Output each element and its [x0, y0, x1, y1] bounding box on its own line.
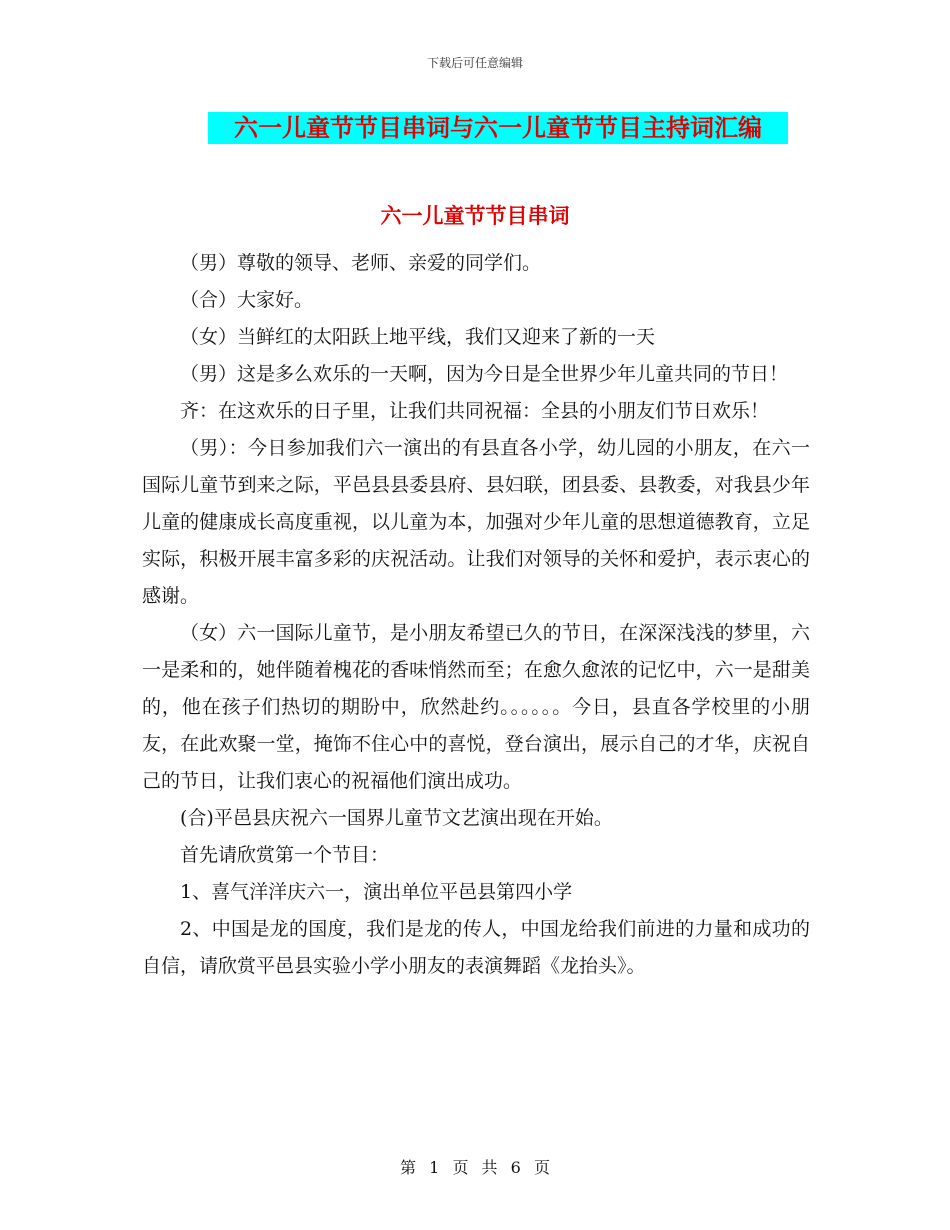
paragraph: 2、中国是龙的国度，我们是龙的传人，中国龙给我们前进的力量和成功的自信，请欣赏平邑县实验小学小朋友的表演舞蹈《龙抬头》。: [142, 918, 810, 977]
page-footer: [0, 1155, 950, 1178]
paragraph: （男）这是多么欢乐的一天啊，因为今日是全世界少年儿童共同的节日！: [180, 363, 789, 385]
paragraph: （男）：今日参加我们六一演出的有县直各小学，幼儿园的小朋友，在六一国际儿童节到来之际，平邑县县委县府、县妇联，团县委、县教委，对我县少年儿童的健康成长高度重视，以儿童为本，加强对少年儿童的思想道德教育，立足实际，积极开展丰富多彩的庆祝活动。让我们对领导的关怀和爱护，表示衷心的感谢。: [142, 437, 810, 607]
footer-total-unit: 页: [533, 1158, 550, 1177]
body-text: [142, 245, 810, 985]
footer-page-number: 1: [429, 1158, 440, 1177]
footer-total-pages: 6: [510, 1158, 521, 1177]
header-note: 下载后可任意编辑: [426, 56, 523, 70]
footer-total-word: 共: [481, 1158, 498, 1177]
footer-page-unit: 页: [452, 1158, 469, 1177]
paragraph: 齐：在这欢乐的日子里，让我们共同祝福：全县的小朋友们节日欢乐！: [180, 400, 770, 422]
paragraph: (合)平邑县庆祝六一国界儿童节文艺演出现在开始。: [180, 807, 613, 829]
document-title: 六一儿童节节目串词与六一儿童节节目主持词汇编: [208, 112, 788, 144]
paragraph: （女）六一国际儿童节，是小朋友希望已久的节日，在深深浅浅的梦里，六一是柔和的，她伴随着槐花的香味悄然而至；在愈久愈浓的记忆中，六一是甜美的，他在孩子们热切的期盼中，欣然赴约。。。。。。今日，县直各学校里的小朋友，在此欢聚一堂，掩饰不住心中的喜悦，登台演出，展示自己的才华，庆祝自己的节日，让我们衷心的祝福他们演出成功。: [142, 622, 810, 792]
paragraph: 1、喜气洋洋庆六一，演出单位平邑县第四小学: [180, 881, 573, 903]
footer-page-word: 第: [400, 1158, 417, 1177]
paragraph: （合）大家好。: [180, 289, 314, 311]
paragraph: （男）尊敬的领导、老师、亲爱的同学们。: [180, 252, 542, 274]
paragraph: 首先请欣赏第一个节目：: [180, 844, 390, 866]
paragraph: （女）当鲜红的太阳跃上地平线，我们又迎来了新的一天: [180, 326, 656, 348]
section-title: 六一儿童节节目串词: [380, 203, 570, 228]
